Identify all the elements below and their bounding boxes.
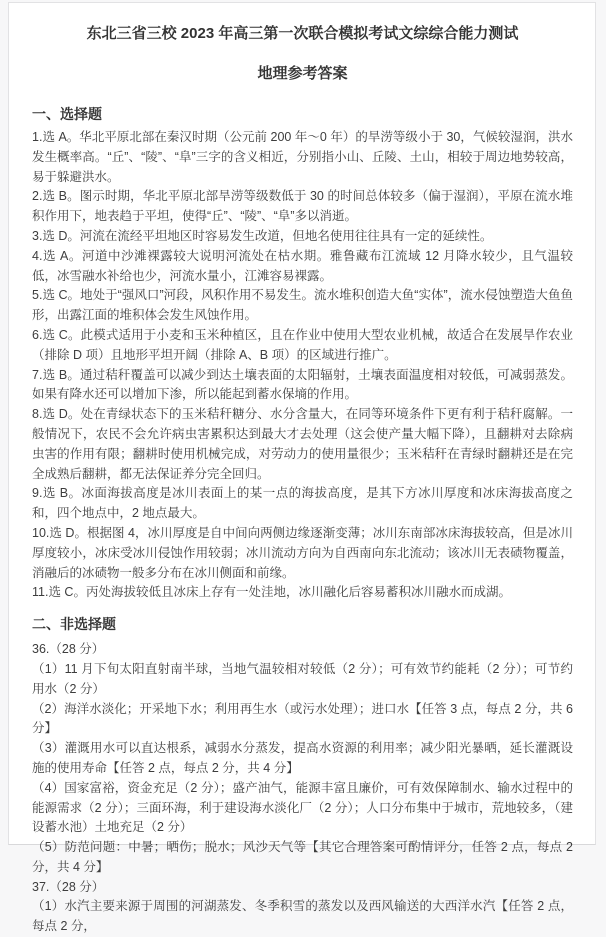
question-36-header: 36.（28 分） [32,642,105,657]
choice-answer-1: 1.选 A。华北平原北部在秦汉时期（公元前 200 年～0 年）的旱涝等级小于 30，气候较湿润，洪水发生概率高。“丘”、“陵”、“阜”三字的含义相近，分别指小山、丘陵、土山，相较于周边地势较高，易于躲避洪水。 [32,130,573,184]
choice-answer-4: 4.选 A。河道中沙滩裸露较大说明河流处在枯水期。雅鲁藏布江流域 12 月降水较少，且气温较低，冰雪融水补给也少，河流水量小，江滩容易裸露。 [32,248,573,283]
document-page [8,2,596,934]
choice-answer-5: 5.选 C。地处于“强风口”河段，风积作用不易发生。流水堆积创造大鱼“实体”，流水侵蚀塑造大鱼鱼形，出露江面的堆积体会发生风蚀作用。 [32,288,573,323]
q37-answer-1: （1）水汽主要来源于周围的河湖蒸发、冬季积雪的蒸发以及西风输送的大西洋水汽【任答 2 点，每点 2 分， [32,899,573,934]
choice-answer-11: 11.选 C。丙处海拔较低且冰床上存有一处洼地，冰川融化后容易蓄积冰川融水而成湖。 [32,585,511,600]
section-free-heading: 二、非选择题 [32,616,116,633]
choice-answer-7: 7.选 B。通过秸秆覆盖可以减少到达土壤表面的太阳辐射，土壤表面温度相对较低，可减弱蒸发。如果有降水还可以增加下渗，所以能起到蓄水保墒的作用。 [32,367,573,402]
choice-answer-10: 10.选 D。根据图 4，冰川厚度是自中间向两侧边缘逐渐变薄；冰川东南部冰床海拔较高，但是冰川厚度较小，冰床受冰川侵蚀作用较弱；冰川流动方向为自西南向东北流动；该冰川无表碛物覆盖，消融后的冰碛物一般多分布在冰川侧面和前缘。 [32,525,573,580]
q36-answer-4: （4）国家富裕，资金充足（2 分）；盛产油气，能源丰富且廉价，可有效保障制水、输水过程中的能源需求（2 分）；三面环海，利于建设海水淡化厂（2 分）；人口分布集中于城市，荒地较多，（建设蓄水池）土地充足（2 分） [32,780,573,835]
q36-answer-5: （5）防范问题：中暑；晒伤；脱水；风沙天气等【其它合理答案可酌情评分，任答 2 点，每点 2 分，共 4 分】 [32,840,573,874]
choice-answer-2: 2.选 B。图示时期，华北平原北部旱涝等级数低于 30 的时间总体较多（偏于湿润），平原在流水堆积作用下，地表趋于平坦，使得“丘”、“陵”、“阜”多以消逝。 [32,189,573,224]
question-37-header: 37.（28 分） [32,879,105,894]
choice-answer-9: 9.选 B。冰面海拔高度是冰川表面上的某一点的海拔高度，是其下方冰川厚度和冰床海拔高度之和，四个地点中，2 地点最大。 [32,486,573,521]
choice-answer-3: 3.选 D。河流在流经平坦地区时容易发生改道，但地名使用往往具有一定的延续性。 [32,228,493,243]
section-choice-heading: 一、选择题 [32,106,102,122]
document-subtitle: 地理参考答案 [257,65,348,82]
document-title: 东北三省三校 2023 年高三第一次联合模拟考试文综综合能力测试 [86,25,519,42]
q36-answer-2: （2）海洋水淡化；开采地下水；利用再生水（或污水处理）；进口水【任答 3 点，每点 2 分，共 6 分】 [32,701,573,736]
choice-answer-8: 8.选 D。处在青绿状态下的玉米秸秆糖分、水分含量大，在同等环境条件下更有利于秸秆腐解。一般情况下，农民不会允许病虫害累积达到最大才去处理（这会使产量大幅下降），且翻耕对去除病虫害的作用有限；翻耕时使用机械完成，对劳动力的使用量很少；玉米秸秆在青绿时翻耕还是在完全成熟后翻耕，都无法保证养分完全回归。 [32,407,573,481]
q36-answer-1: （1）11 月下旬太阳直射南半球，当地气温较相对较低（2 分）；可有效节约能耗（2 分）；可节约用水（2 分） [32,661,573,696]
choice-answer-6: 6.选 C。此模式适用于小麦和玉米种植区，且在作业中使用大型农业机械，故适合在发展旱作农业（排除 D 项）且地形平坦开阔（排除 A、B 项）的区域进行推广。 [32,327,573,362]
q36-answer-3: （3）灌溉用水可以直达根系，减弱水分蒸发，提高水资源的利用率；减少阳光暴晒，延长灌溉设施的使用寿命【任答 2 点，每点 2 分，共 4 分】 [32,741,573,775]
